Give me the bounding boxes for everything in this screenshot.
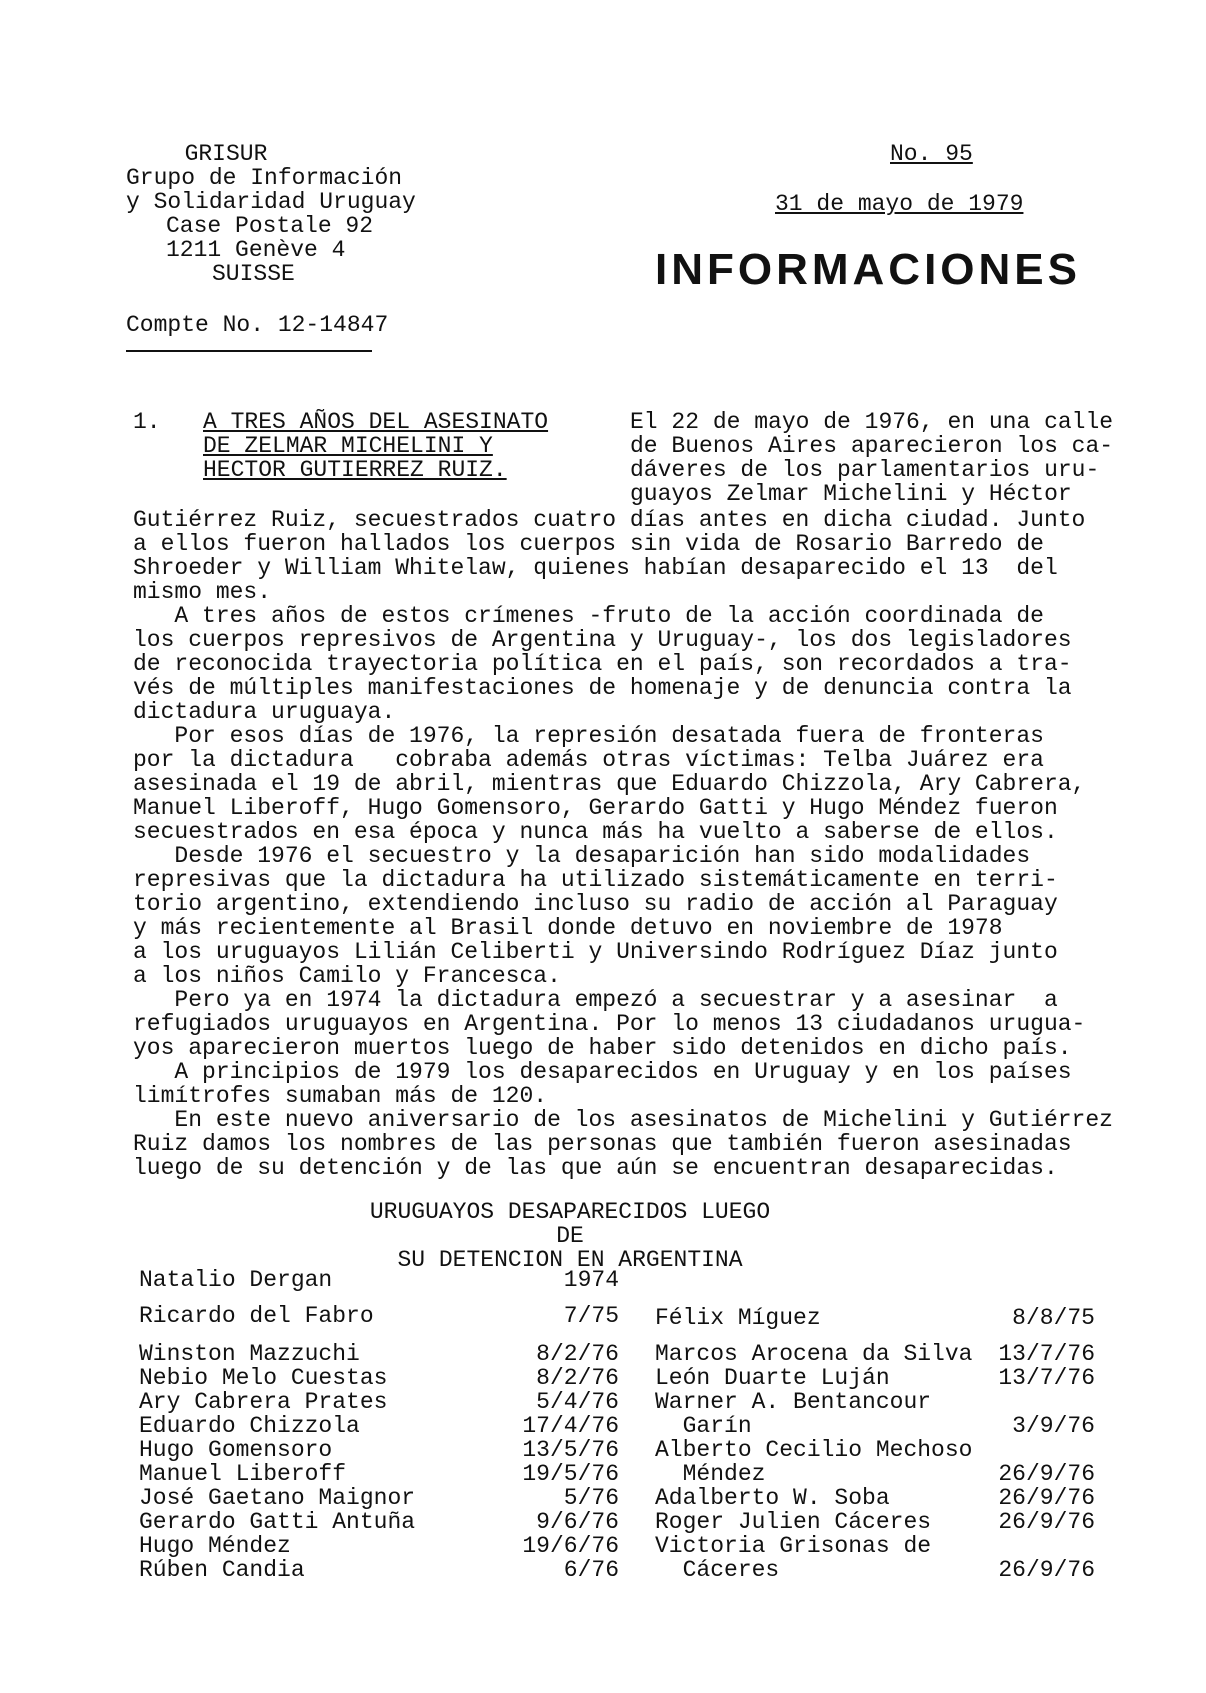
list-item (139, 1414, 619, 1438)
body-line: a los uruguayos Lilián Celiberti y Universindo Rodríguez Díaz junto (133, 939, 1058, 965)
body-line: En este nuevo aniversario de los asesinatos de Michelini y Gutiérrez (133, 1107, 1113, 1133)
headline-line: DE ZELMAR MICHELINI Y (203, 433, 493, 459)
body-line: Desde 1976 el secuestro y la desaparición han sido modalidades (133, 843, 1031, 869)
list-item (655, 1438, 1095, 1462)
list-item (655, 1558, 1095, 1582)
body-line: A tres años de estos crímenes -fruto de la acción coordinada de (133, 603, 1044, 629)
person-name: Méndez (655, 1461, 766, 1487)
list-item (655, 1486, 1095, 1510)
list-item (655, 1462, 1095, 1486)
person-date: 5/4/76 (536, 1389, 619, 1415)
person-name: Hugo Méndez (139, 1533, 291, 1559)
person-date: 17/4/76 (522, 1413, 619, 1439)
body-line: represivas que la dictadura ha utilizado sistemáticamente en terri- (133, 867, 1058, 893)
person-name: Ricardo del Fabro (139, 1303, 374, 1329)
org-line: Grupo de Información (126, 165, 403, 191)
person-date: 26/9/76 (998, 1461, 1095, 1487)
person-date: 26/9/76 (998, 1557, 1095, 1583)
person-date: 8/2/76 (536, 1365, 619, 1391)
list-item (655, 1414, 1095, 1438)
person-name: León Duarte Luján (655, 1365, 890, 1391)
person-name: Roger Julien Cáceres (655, 1509, 932, 1535)
sender-address (126, 142, 446, 286)
list-item (655, 1510, 1095, 1534)
list-left (139, 1342, 619, 1582)
org-line: 1211 Genève 4 (166, 237, 346, 263)
list-item (139, 1462, 619, 1486)
list-item (139, 1390, 619, 1414)
body-line: torio argentino, extendiendo incluso su radio de acción al Paraguay (133, 891, 1058, 917)
list-right (655, 1306, 1095, 1582)
person-name: Hugo Gomensoro (139, 1437, 333, 1463)
person-date: 26/9/76 (998, 1485, 1095, 1511)
person-name: José Gaetano Maignor (139, 1485, 416, 1511)
person-name: Félix Míguez (655, 1305, 821, 1331)
org-line: y Solidaridad Uruguay (126, 189, 416, 215)
headline-line: A TRES AÑOS DEL ASESINATO (203, 409, 549, 435)
list-title-line: URUGUAYOS DESAPARECIDOS LUEGO DE (369, 1199, 771, 1249)
list-item (139, 1438, 619, 1462)
list-item (139, 1486, 619, 1510)
list-item (139, 1534, 619, 1558)
article-body (133, 508, 1173, 1180)
list-item (139, 1366, 619, 1390)
body-line: Manuel Liberoff, Hugo Gomensoro, Gerardo Gatti y Hugo Méndez fueron (133, 795, 1058, 821)
list-item (655, 1366, 1095, 1390)
org-short-name: GRISUR (184, 141, 268, 167)
body-line: de reconocida trayectoria política en el país, son recordados a tra- (133, 651, 1072, 677)
person-name: Gerardo Gatti Antuña (139, 1509, 416, 1535)
person-name: Adalberto W. Soba (655, 1485, 890, 1511)
intro-line: guayos Zelmar Michelini y Héctor (630, 481, 1072, 507)
person-name: Manuel Liberoff (139, 1461, 347, 1487)
body-line: Por esos días de 1976, la represión desatada fuera de fronteras (133, 723, 1044, 749)
list-item (139, 1558, 619, 1582)
person-name: Marcos Arocena da Silva (655, 1341, 973, 1367)
account-number: Compte No. 12-14847 (126, 312, 389, 338)
body-line: mismo mes. (133, 579, 272, 605)
person-name: Cáceres (655, 1557, 780, 1583)
body-line: yos aparecieron muertos luego de haber sido detenidos en dicho país. (133, 1035, 1072, 1061)
body-line: Pero ya en 1974 la dictadura empezó a secuestrar y a asesinar a (133, 987, 1058, 1013)
body-line: Gutiérrez Ruiz, secuestrados cuatro días antes en dicha ciudad. Junto (133, 507, 1086, 533)
person-name: Rúben Candia (139, 1557, 305, 1583)
list-item (139, 1342, 619, 1366)
list-item (655, 1342, 1095, 1366)
person-date: 9/6/76 (536, 1509, 619, 1535)
list-item (655, 1390, 1095, 1414)
body-line: asesinada el 19 de abril, mientras que Eduardo Chizzola, Ary Cabrera, (133, 771, 1086, 797)
person-date: 7/75 (563, 1303, 619, 1329)
body-line: secuestrados en esa época y nunca más ha vuelto a saberse de ellos. (133, 819, 1058, 845)
list-title-line: SU DETENCION EN ARGENTINA (397, 1247, 743, 1273)
list-item (139, 1268, 619, 1304)
person-date: 26/9/76 (998, 1509, 1095, 1535)
headline-line: HECTOR GUTIERREZ RUIZ. (203, 457, 507, 483)
person-name: Natalio Dergan (139, 1267, 333, 1293)
person-name: Warner A. Bentancour (655, 1389, 932, 1415)
issue-number: No. 95 (890, 141, 973, 167)
person-date: 8/2/76 (536, 1341, 619, 1367)
person-date: 5/76 (563, 1485, 619, 1511)
person-date: 1974 (563, 1267, 619, 1293)
person-date: 6/76 (563, 1557, 619, 1583)
person-name: Victoria Grisonas de (655, 1533, 932, 1559)
list-item (139, 1510, 619, 1534)
divider (126, 350, 372, 352)
person-name: Nebio Melo Cuestas (139, 1365, 388, 1391)
body-line: A principios de 1979 los desaparecidos en Uruguay y en los países (133, 1059, 1072, 1085)
person-date: 13/5/76 (522, 1437, 619, 1463)
article-intro (630, 410, 1150, 506)
body-line: a los niños Camilo y Francesca. (133, 963, 561, 989)
list-item (655, 1534, 1095, 1558)
person-date: 13/7/76 (998, 1365, 1095, 1391)
intro-line: El 22 de mayo de 1976, en una calle (630, 409, 1114, 435)
body-line: Ruiz damos los nombres de las personas que también fueron asesinadas (133, 1131, 1072, 1157)
list-left-top (139, 1268, 619, 1340)
person-date: 19/6/76 (522, 1533, 619, 1559)
article-number: 1. (133, 409, 161, 435)
body-line: limítrofes sumaban más de 120. (133, 1083, 548, 1109)
person-name: Alberto Cecilio Mechoso (655, 1437, 973, 1463)
body-line: a ellos fueron hallados los cuerpos sin vida de Rosario Barredo de (133, 531, 1044, 557)
person-date: 8/8/75 (1012, 1305, 1095, 1331)
body-line: y más recientemente al Brasil donde detuvo en noviembre de 1978 (133, 915, 1003, 941)
person-date: 3/9/76 (1012, 1413, 1095, 1439)
article-headline (203, 410, 573, 482)
body-line: los cuerpos represivos de Argentina y Uruguay-, los dos legisladores (133, 627, 1072, 653)
issue-date: 31 de mayo de 1979 (775, 191, 1024, 217)
body-line: luego de su detención y de las que aún se encuentran desaparecidas. (133, 1155, 1058, 1181)
person-name: Garín (655, 1413, 752, 1439)
person-name: Ary Cabrera Prates (139, 1389, 388, 1415)
publication-title: INFORMACIONES (655, 245, 1081, 294)
person-date: 13/7/76 (998, 1341, 1095, 1367)
list-item (139, 1304, 619, 1340)
person-name: Eduardo Chizzola (139, 1413, 360, 1439)
body-line: refugiados uruguayos en Argentina. Por lo menos 13 ciudadanos urugua- (133, 1011, 1086, 1037)
person-date: 19/5/76 (522, 1461, 619, 1487)
body-line: Shroeder y William Whitelaw, quienes habían desaparecido el 13 del (133, 555, 1058, 581)
list-title (360, 1200, 780, 1272)
org-line: SUISSE (212, 261, 295, 287)
org-line: Case Postale 92 (166, 213, 374, 239)
body-line: vés de múltiples manifestaciones de homenaje y de denuncia contra la (133, 675, 1072, 701)
intro-line: de Buenos Aires aparecieron los ca- (630, 433, 1114, 459)
intro-line: dáveres de los parlamentarios uru- (630, 457, 1100, 483)
body-line: por la dictadura cobraba además otras víctimas: Telba Juárez era (133, 747, 1044, 773)
list-item (655, 1306, 1095, 1342)
person-name: Winston Mazzuchi (139, 1341, 360, 1367)
body-line: dictadura uruguaya. (133, 699, 396, 725)
